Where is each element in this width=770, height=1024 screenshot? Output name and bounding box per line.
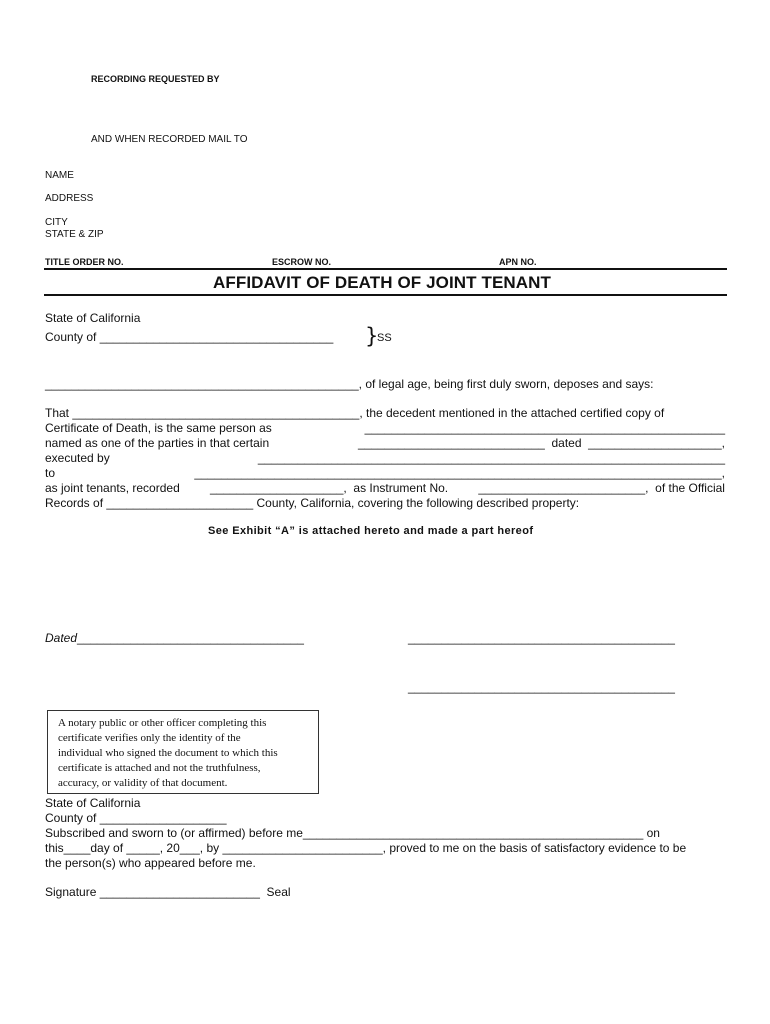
dated-blank: __________________________________	[77, 631, 304, 645]
joint-tenants-instrument: ____________________, as Instrument No.	[209, 481, 449, 495]
joint-tenants-official: _________________________, of the Official	[478, 481, 725, 495]
notary-disclaimer-line: A notary public or other officer completing this	[58, 717, 267, 729]
affiant-line: _______________________________________________, of legal age, being first duly sworn, deposes and says:	[45, 377, 654, 391]
exhibit-statement: See Exhibit “A” is attached hereto and made a part hereof	[208, 525, 534, 537]
city-label: CITY	[45, 217, 68, 228]
jurat-this-day-line: this____day of _____, 20___, by ________________________, proved to me on the basis of satisfactory evidence to be	[45, 841, 687, 855]
document-title: AFFIDAVIT OF DEATH OF JOINT TENANT	[213, 273, 552, 292]
named-line-text: named as one of the parties in that certain	[45, 436, 270, 450]
to-line	[45, 466, 725, 481]
title-order-no-label: TITLE ORDER NO.	[45, 257, 124, 267]
joint-tenants-text: as joint tenants, recorded	[45, 481, 180, 495]
certificate-line-text: Certificate of Death, is the same person as	[45, 421, 272, 435]
that-line: That ___________________________________________, the decedent mentioned in the attached certified copy of	[45, 406, 665, 420]
certificate-line-blank: ______________________________________________________	[364, 421, 725, 435]
jurat-subscribed-line: Subscribed and sworn to (or affirmed) before me___________________________________________________ on	[45, 826, 660, 840]
header-bottom-rule	[44, 294, 727, 296]
executed-line-text: executed by	[45, 451, 110, 465]
named-line-blank: ____________________________ dated ____________________,	[357, 436, 725, 450]
signature-seal-line: Signature ________________________ Seal	[45, 885, 291, 899]
notary-disclaimer-box	[47, 710, 319, 794]
signature-line-2: ________________________________________	[408, 680, 675, 694]
jurat-persons-line: the person(s) who appeared before me.	[45, 856, 256, 870]
notary-disclaimer-line: accuracy, or validity of that document.	[58, 777, 228, 789]
jurat-county: County of ___________________	[45, 811, 227, 825]
notary-disclaimer-line: certificate is attached and not the truthfulness,	[58, 762, 261, 774]
header-top-rule	[44, 268, 727, 270]
dated-line	[45, 631, 304, 646]
apn-no-label: APN NO.	[499, 257, 537, 267]
venue-county: County of ___________________________________	[45, 330, 334, 344]
escrow-no-label: ESCROW NO.	[272, 257, 332, 267]
named-line	[45, 436, 725, 451]
notary-disclaimer-line: certificate verifies only the identity of the	[58, 732, 241, 744]
venue-ss: SS	[377, 332, 392, 344]
joint-tenants-line	[45, 481, 725, 496]
venue-brace: }	[365, 324, 379, 348]
records-line: Records of ______________________ County, California, covering the following described property:	[45, 496, 580, 510]
to-line-text: to	[45, 466, 56, 480]
jurat-state: State of California	[45, 796, 141, 810]
dated-label: Dated	[45, 631, 78, 645]
to-line-blank: _______________________________________________________________________________,	[194, 466, 725, 480]
executed-line-blank: ______________________________________________________________________	[257, 451, 725, 465]
when-recorded-mail-to-label: AND WHEN RECORDED MAIL TO	[91, 134, 248, 145]
signature-line-1: ________________________________________	[408, 631, 675, 645]
notary-disclaimer-line: individual who signed the document to which this	[58, 747, 278, 759]
state-zip-label: STATE & ZIP	[45, 229, 104, 240]
name-label: NAME	[45, 170, 74, 181]
certificate-line	[45, 421, 725, 436]
executed-line	[45, 451, 725, 466]
recording-requested-by-label: RECORDING REQUESTED BY	[91, 74, 220, 84]
address-label: ADDRESS	[45, 193, 94, 204]
venue-state: State of California	[45, 311, 141, 325]
